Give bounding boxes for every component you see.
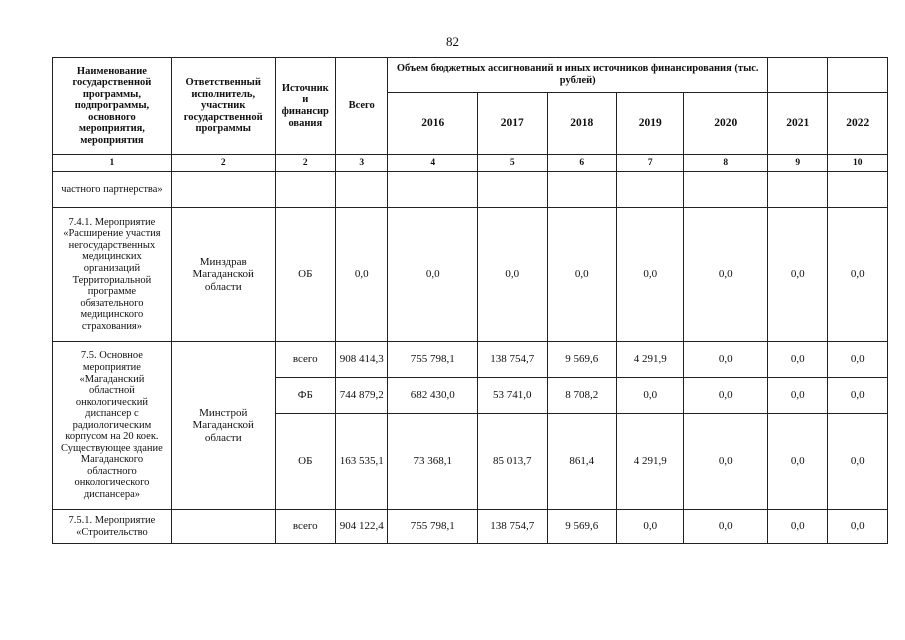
col-number: 2 [171, 155, 275, 172]
col-number: 4 [388, 155, 478, 172]
value-2021: 0,0 [768, 208, 828, 342]
header-empty-2022 [828, 58, 888, 93]
year-2022: 2022 [828, 93, 888, 155]
col-number: 5 [478, 155, 547, 172]
value-2020: 0,0 [684, 208, 768, 342]
row-name: 7.5.1. Мероприятие «Строительство [53, 510, 172, 544]
row-total: 0,0 [336, 208, 388, 342]
row-source: ОБ [275, 208, 335, 342]
header-responsible: Ответственный исполнитель, участник государственной программы [171, 58, 275, 155]
value-2017: 85 013,7 [478, 414, 547, 510]
value-2022: 0,0 [828, 208, 888, 342]
table-row [53, 172, 888, 208]
value-2018: 9 569,6 [547, 342, 616, 378]
row-total: 744 879,2 [336, 378, 388, 414]
row-name: 7.5. Основное мероприятие «Магаданский областной онкологический диспансер с радиологическим корпусом на 20 коек. Существующее здание Магаданского областного онкологического диспансера» [53, 342, 172, 510]
empty-cell [684, 172, 768, 208]
header-total: Всего [336, 58, 388, 155]
col-number: 7 [616, 155, 683, 172]
value-2018: 9 569,6 [547, 510, 616, 544]
value-2017: 53 741,0 [478, 378, 547, 414]
value-2021: 0,0 [768, 414, 828, 510]
value-2018: 861,4 [547, 414, 616, 510]
header-empty-2021 [768, 58, 828, 93]
empty-cell [336, 172, 388, 208]
empty-cell [275, 172, 335, 208]
empty-cell [547, 172, 616, 208]
col-number: 10 [828, 155, 888, 172]
year-2016: 2016 [388, 93, 478, 155]
empty-cell [828, 172, 888, 208]
value-2017: 138 754,7 [478, 510, 547, 544]
value-2020: 0,0 [684, 510, 768, 544]
value-2022: 0,0 [828, 378, 888, 414]
empty-cell [616, 172, 683, 208]
col-number: 8 [684, 155, 768, 172]
row-responsible: Минздрав Магаданской области [171, 208, 275, 342]
value-2022: 0,0 [828, 414, 888, 510]
value-2019: 0,0 [616, 510, 683, 544]
value-2021: 0,0 [768, 510, 828, 544]
row-source: ОБ [275, 414, 335, 510]
value-2019: 4 291,9 [616, 414, 683, 510]
row-name: 7.4.1. Мероприятие «Расширение участия негосударственных медицинских организаций Территориальной программе обязательного медицинского страхования» [53, 208, 172, 342]
col-number: 2 [275, 155, 335, 172]
year-2018: 2018 [547, 93, 616, 155]
value-2020: 0,0 [684, 378, 768, 414]
empty-cell [388, 172, 478, 208]
page-number: 82 [446, 34, 459, 49]
header-source: Источник и финансир ования [275, 58, 335, 155]
header-volume: Объем бюджетных ассигнований и иных источников финансирования (тыс. рублей) [388, 58, 768, 93]
value-2016: 682 430,0 [388, 378, 478, 414]
value-2017: 138 754,7 [478, 342, 547, 378]
row-responsible: Минстрой Магаданской области [171, 342, 275, 510]
value-2021: 0,0 [768, 378, 828, 414]
year-2020: 2020 [684, 93, 768, 155]
year-2017: 2017 [478, 93, 547, 155]
empty-cell [171, 172, 275, 208]
table-row [53, 342, 888, 378]
year-2019: 2019 [616, 93, 683, 155]
value-2018: 0,0 [547, 208, 616, 342]
value-2020: 0,0 [684, 342, 768, 378]
col-number: 1 [53, 155, 172, 172]
row-name: частного партнерства» [53, 172, 172, 208]
row-source: всего [275, 342, 335, 378]
value-2019: 4 291,9 [616, 342, 683, 378]
row-total: 908 414,3 [336, 342, 388, 378]
value-2016: 755 798,1 [388, 510, 478, 544]
year-2021: 2021 [768, 93, 828, 155]
empty-cell [768, 172, 828, 208]
value-2019: 0,0 [616, 208, 683, 342]
value-2020: 0,0 [684, 414, 768, 510]
value-2018: 8 708,2 [547, 378, 616, 414]
value-2021: 0,0 [768, 342, 828, 378]
value-2022: 0,0 [828, 342, 888, 378]
value-2017: 0,0 [478, 208, 547, 342]
row-total: 904 122,4 [336, 510, 388, 544]
row-source: ФБ [275, 378, 335, 414]
table-row [53, 510, 888, 544]
empty-cell [478, 172, 547, 208]
col-number: 3 [336, 155, 388, 172]
table-row [53, 208, 888, 342]
value-2016: 0,0 [388, 208, 478, 342]
value-2022: 0,0 [828, 510, 888, 544]
empty-cell [171, 510, 275, 544]
value-2016: 73 368,1 [388, 414, 478, 510]
row-source: всего [275, 510, 335, 544]
budget-table [52, 57, 888, 544]
header-name: Наименование государственной программы, подпрограммы, основного мероприятия, мероприятия [53, 58, 172, 155]
col-number: 9 [768, 155, 828, 172]
row-total: 163 535,1 [336, 414, 388, 510]
value-2016: 755 798,1 [388, 342, 478, 378]
value-2019: 0,0 [616, 378, 683, 414]
col-number: 6 [547, 155, 616, 172]
